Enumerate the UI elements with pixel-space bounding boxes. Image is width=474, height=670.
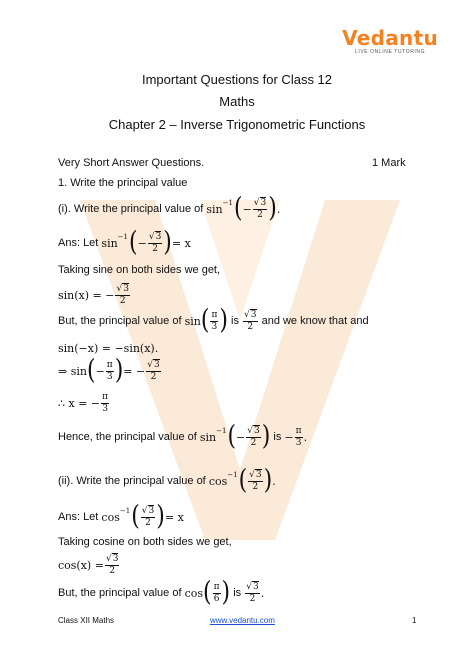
conclusion-text: Hence, the principal value of: [58, 431, 197, 443]
q1ii-step1: Taking cosine on both sides we get,: [58, 536, 232, 548]
q1ii-answer-start: Ans: Let cos −1 ( $\frac{√3}{2}$ ) = x: [58, 500, 184, 532]
section-title: Very Short Answer Questions.: [58, 157, 205, 169]
footer-link[interactable]: www.vedantu.com: [210, 616, 275, 625]
q1i-implies: ⇒ sin ( − $\frac{\pi}{3}$ ) = − $\frac{√3}{2}$: [58, 354, 160, 386]
doc-subject: Maths: [219, 94, 255, 109]
doc-title: Important Questions for Class 12: [141, 72, 333, 87]
q1i-text: (i). Write the principal value of: [58, 203, 204, 215]
step2-text: But, the principal value of: [58, 587, 182, 599]
question-1-title: 1. Write the principal value: [58, 177, 188, 189]
q1i-therefore: ∴ x = − $\frac{\pi}{3}$: [58, 391, 109, 414]
q1i-identity: sin(−x) = −sin(x).: [58, 341, 159, 355]
footer-page-number: 1: [412, 616, 417, 625]
q1ii-step2: But, the principal value of cos ( $\frac{\pi}{6}$ ) is $\frac{√3}{2}$ .: [58, 576, 265, 608]
step2-mid: is: [233, 587, 242, 599]
q1i-sin-x: sin(x) = − $\frac{√3}{2}$: [58, 283, 129, 306]
q1i-step2: But, the principal value of sin ( $\frac{\pi}{3}$ ) is $\frac{√3}{2}$ and we know that and: [58, 304, 369, 336]
q1i-let-expression: sin −1 ( − $\frac{√3}{2}$ ) = x: [101, 226, 191, 258]
vedantu-logo: [342, 28, 438, 55]
ans-label: Ans: Let: [58, 237, 99, 249]
footer-left: Class XII Maths: [58, 616, 115, 625]
q1i-answer-start: [58, 228, 191, 258]
q1ii-cos-x: cos(x) = $\frac{√3}{2}$: [58, 553, 119, 576]
q1ii-text: (ii). Write the principal value of: [58, 475, 206, 487]
ans-label: Ans: Let: [58, 511, 99, 523]
logo-tagline: LIVE ONLINE TUTORING: [354, 49, 426, 55]
step2-text: But, the principal value of: [58, 315, 182, 327]
q1i-expression: sin −1 ( − $\frac{√3}{2}$ ) .: [206, 192, 281, 224]
doc-chapter: Chapter 2 – Inverse Trigonometric Functions: [108, 117, 366, 132]
q1i-statement: [58, 194, 280, 224]
q1ii-statement: (ii). Write the principal value of cos −1 ( $\frac{√3}{2}$ ) .: [58, 464, 276, 496]
step2-mid: is: [231, 315, 239, 327]
step2-end: and we know that and: [261, 315, 369, 327]
section-marks: 1 Mark: [372, 157, 406, 169]
logo-brand: Vedantu: [342, 26, 438, 50]
q1i-step1: Taking sine on both sides we get,: [58, 264, 221, 276]
q1i-conclusion: Hence, the principal value of sin −1 ( − $\frac{√3}{2}$ ) is − $\frac{\pi}{3}$ .: [58, 420, 308, 452]
conclusion-mid: is: [273, 431, 282, 443]
